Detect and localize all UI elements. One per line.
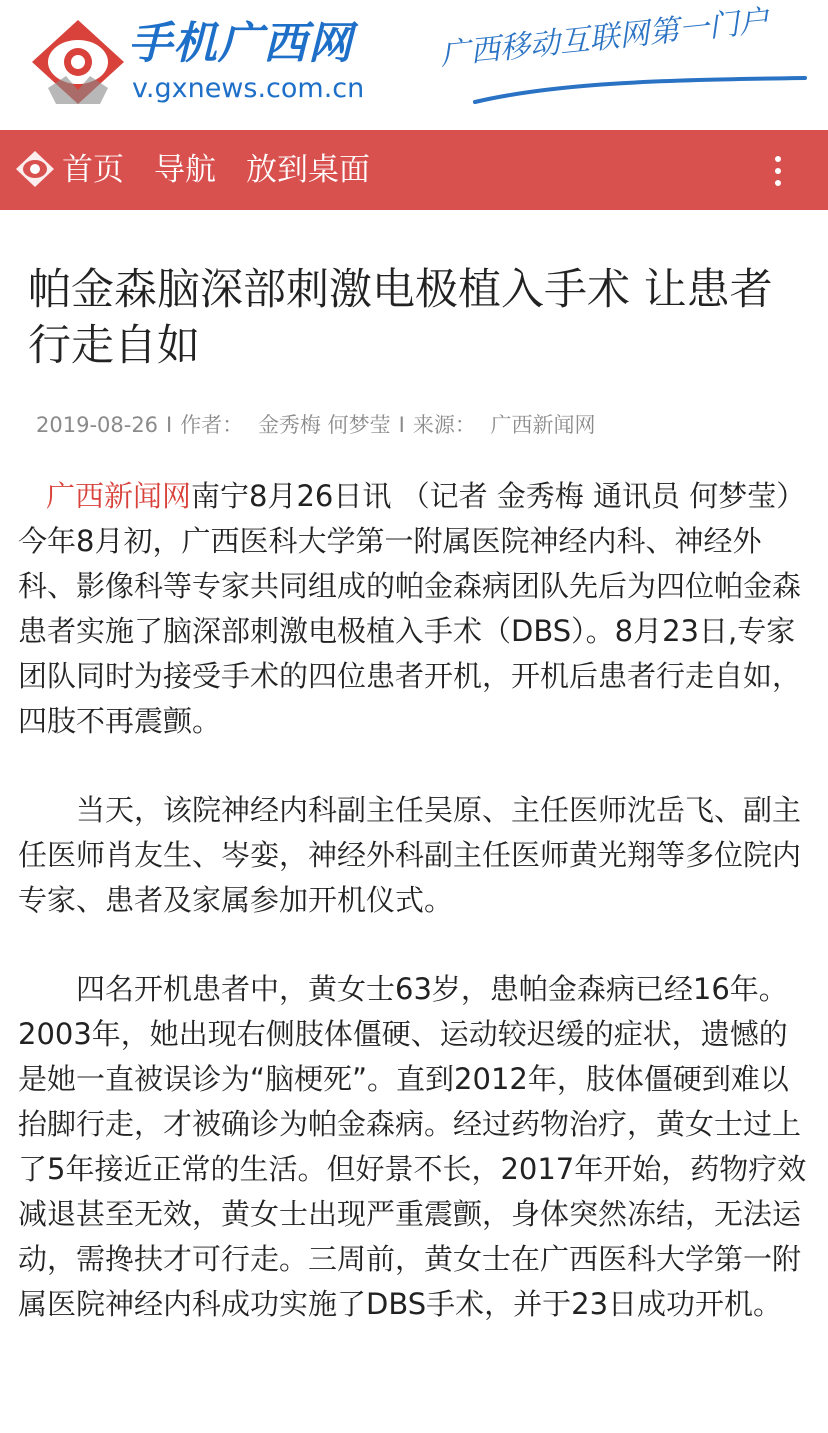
- top-navbar: [0, 130, 828, 210]
- source-link[interactable]: 广西新闻网: [46, 479, 192, 513]
- article-source: 广西新闻网: [490, 413, 596, 437]
- article-date: 2019-08-26: [36, 413, 159, 437]
- nav-add-to-desktop[interactable]: 放到桌面: [246, 152, 370, 188]
- paragraph-2: 当天，该院神经内科副主任吴原、主任医师沈岳飞、副主任医师肖友生、岑娈，神经外科副主任医师黄光翔等多位院内专家、患者及家属参加开机仪式。: [18, 793, 802, 917]
- paragraph-3: 四名开机患者中，黄女士63岁，患帕金森病已经16年。2003年，她出现右侧肢体僵硬、运动较迟缓的症状，遗憾的是她一直被误诊为“脑梗死”。直到2012年，肢体僵硬到难以抬脚行走，才被确诊为帕金森病。经过药物治疗，黄女士过上了5年接近正常的生活。但好景不长，2017年开始，药物疗效减退甚至无效，黄女士出现严重震颤，身体突然冻结，无法运动，需搀扶才可行走。三周前，黄女士在广西医科大学第一附属医院神经内科成功实施了DBS手术，并于23日成功开机。: [18, 972, 807, 1321]
- source-label: 来源：: [412, 413, 476, 437]
- site-slogan: 广西移动互联网第一门户: [438, 3, 771, 73]
- paragraph-1-text: 南宁8月26日讯 （记者 金秀梅 通讯员 何梦莹）今年8月初，广西医科大学第一附属医院神经内科、神经外科、影像科等专家共同组成的帕金森病团队先后为四位帕金森患者实施了脑深部刺激电极植入手术（DBS）。8月23日,专家团队同时为接受手术的四位患者开机，开机后患者行走自如，四肢不再震颤。: [18, 479, 806, 738]
- meta-separator: I: [166, 413, 173, 437]
- article-body: [18, 474, 810, 1327]
- paragraph-1: [18, 474, 810, 744]
- more-menu-icon[interactable]: [772, 156, 784, 186]
- nav-navigation[interactable]: 导航: [154, 152, 216, 188]
- nav-logo-icon[interactable]: [14, 149, 56, 191]
- article: [0, 262, 828, 1327]
- author-label: 作者：: [180, 413, 244, 437]
- article-author: 金秀梅 何梦莹: [257, 413, 391, 437]
- gxnews-logo-icon[interactable]: [30, 18, 126, 108]
- slogan-swoosh-icon: [470, 72, 810, 112]
- site-url: v.gxnews.com.cn: [132, 73, 365, 104]
- article-title: 帕金森脑深部刺激电极植入手术 让患者行走自如: [28, 265, 773, 371]
- site-header: [0, 0, 828, 130]
- meta-separator: I: [398, 413, 405, 437]
- nav-home[interactable]: 首页: [62, 152, 124, 188]
- site-name: 手机广西网: [128, 18, 353, 69]
- article-meta: [36, 410, 810, 440]
